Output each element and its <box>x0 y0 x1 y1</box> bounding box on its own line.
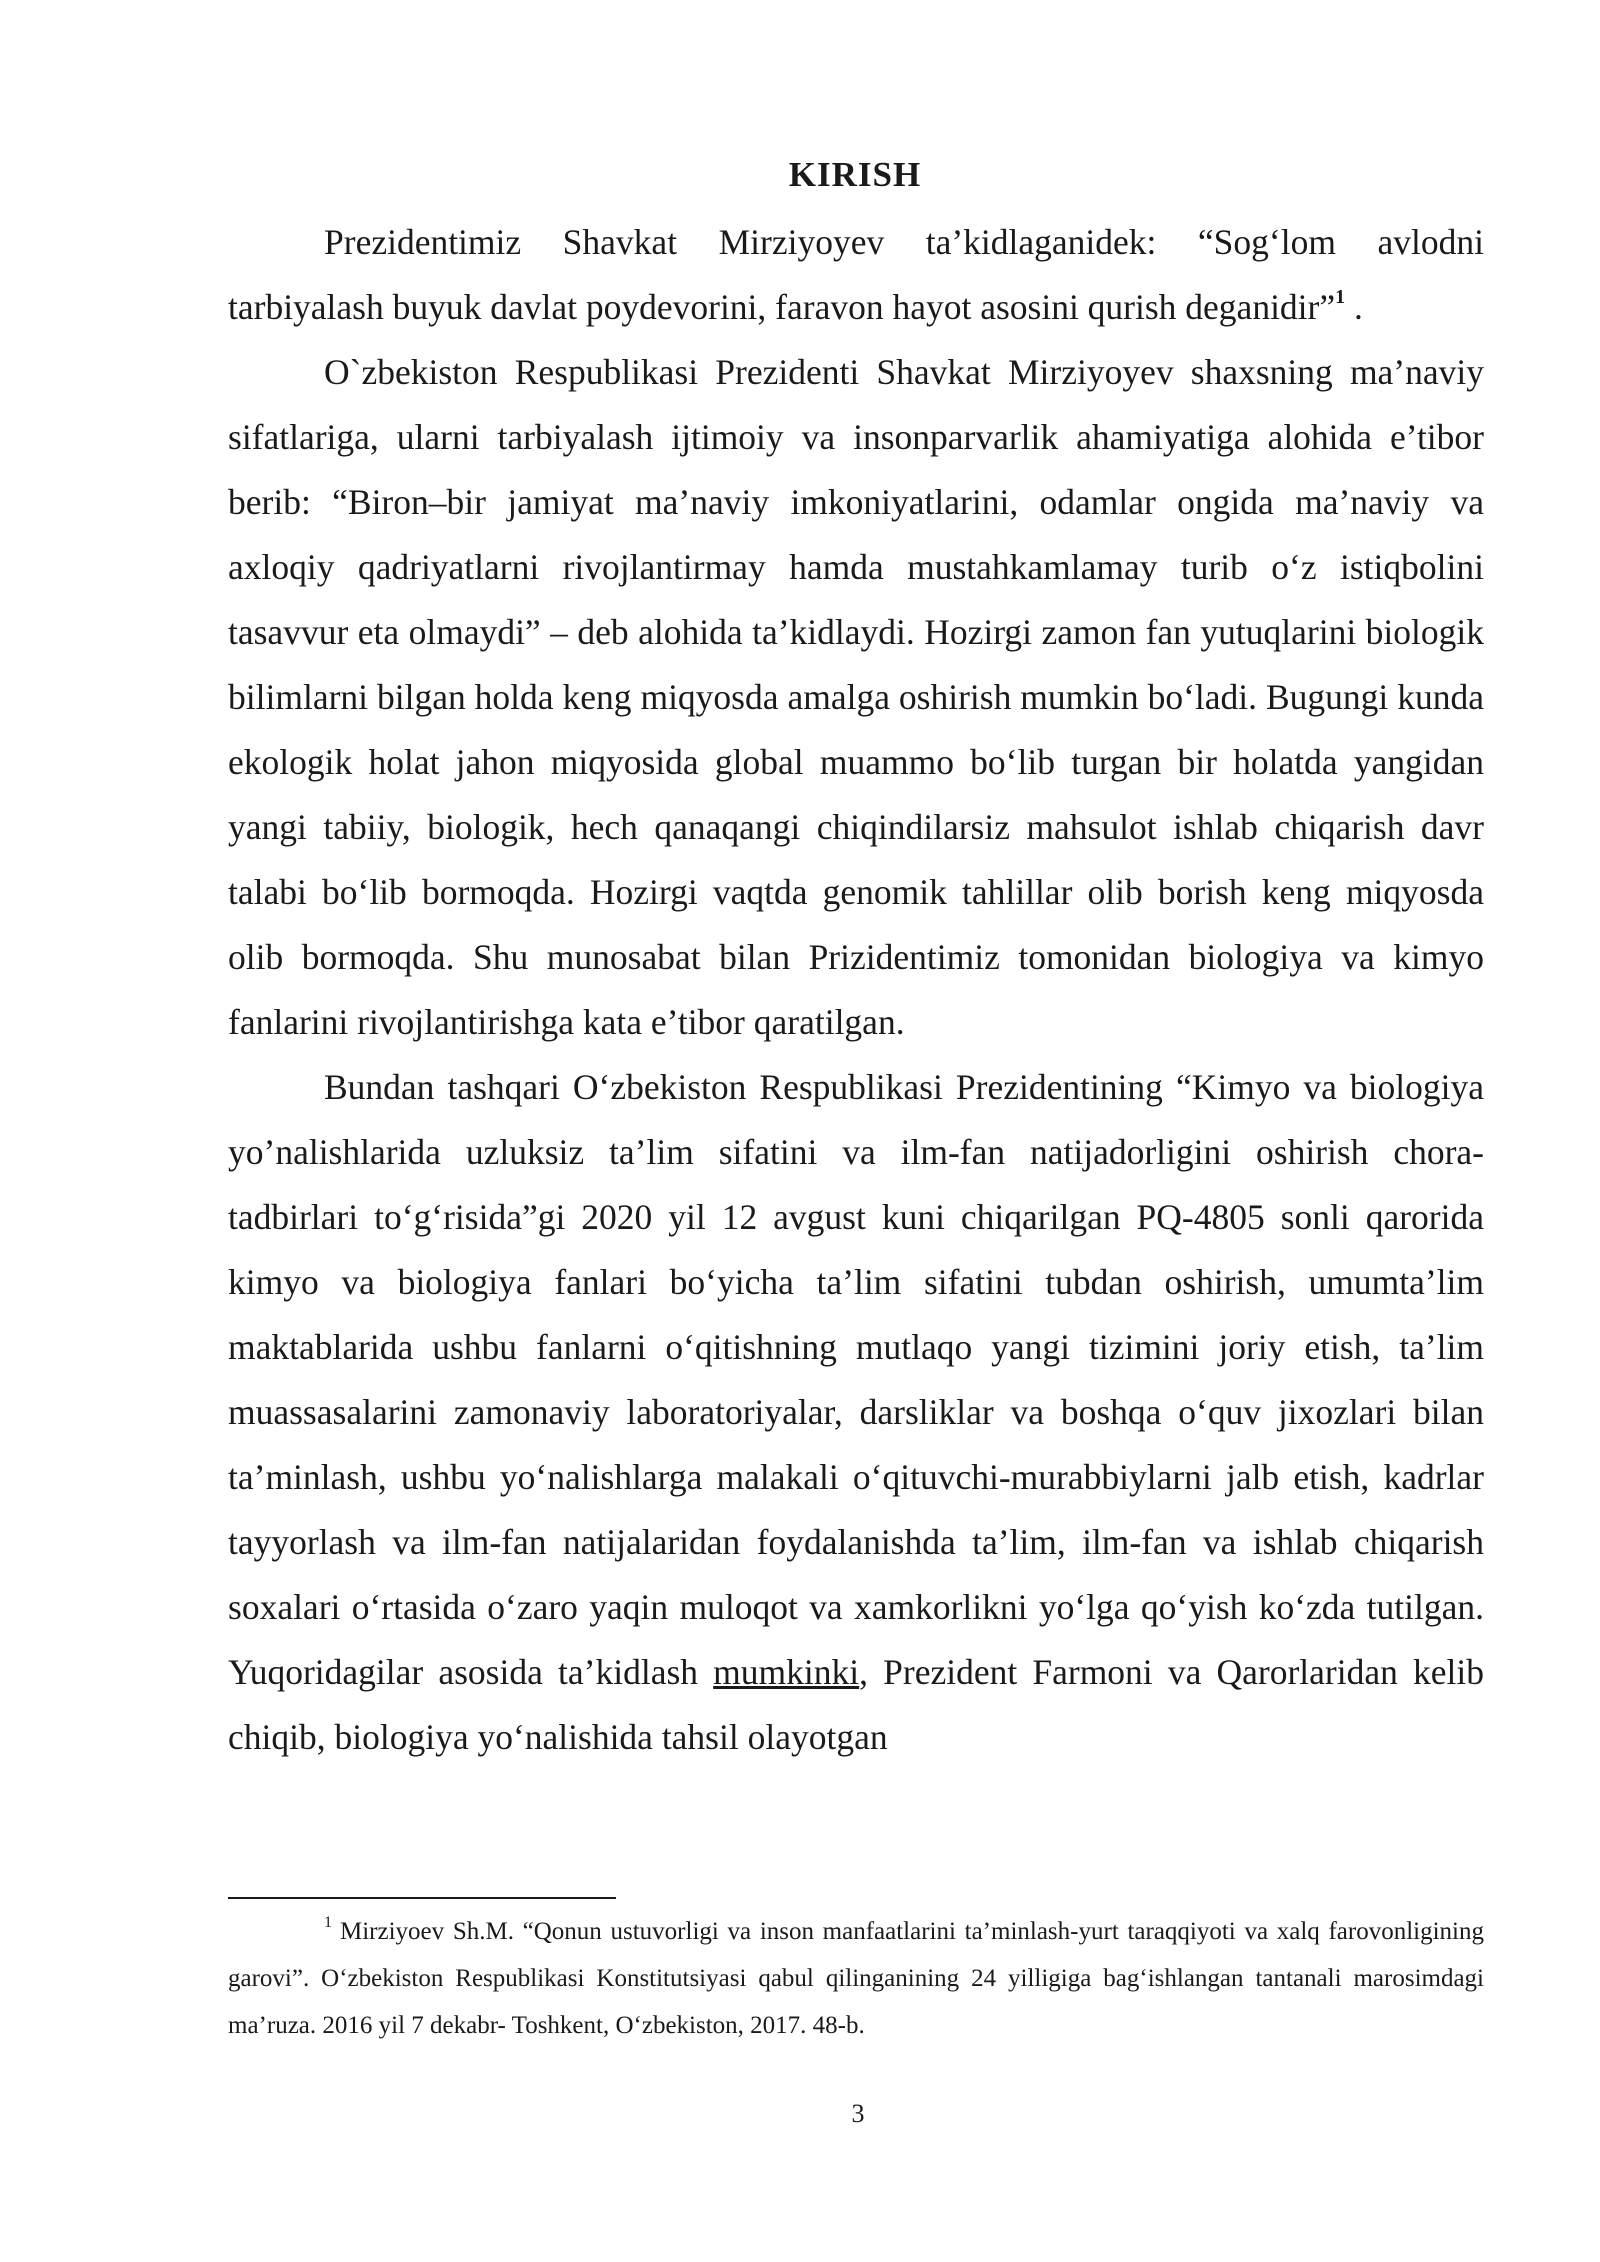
footnote-reference[interactable]: 1 <box>1335 286 1346 308</box>
paragraph-3 <box>228 1055 1484 1770</box>
footnote-number: 1 <box>324 1914 332 1931</box>
paragraph-1 <box>228 210 1484 340</box>
section-title: KIRISH <box>788 155 922 194</box>
body-text <box>228 210 1484 1770</box>
footnote-separator <box>228 1897 616 1899</box>
footnote <box>228 1908 1484 2049</box>
underlined-word: mumkinki <box>713 1652 860 1692</box>
paragraph-3-text-after: , Prezident Farmoni va Qarorlaridan kelib chiqib, biologiya yo‘nalishida tahsil olayotgan <box>228 1652 1484 1757</box>
paragraph-1-text: Prezidentimiz Shavkat Mirziyoyev ta’kidlaganidek: “Sog‘lom avlodni tarbiyalash buyuk davlat poydevorini, faravon hayot asosini qurish deganidir” <box>228 222 1484 327</box>
page-number: 3 <box>851 2099 865 2128</box>
footnote-text: Mirziyoev Sh.M. “Qonun ustuvorligi va inson manfaatlarini ta’minlash-yurt taraqqiyoti va xalq farovonligining garovi”. O‘zbekiston Respublikasi Konstitutsiyasi qabul qilinganining 24 yilligiga bag‘ishlangan tantanali marosimdagi ma’ruza. 2016 yil 7 dekabr- Toshkent, O‘zbekiston, 2017. 48-b. <box>228 1918 1484 2039</box>
paragraph-1-tail: . <box>1345 287 1363 327</box>
footnote-paragraph <box>228 1908 1484 2049</box>
paragraph-3-text-before: Bundan tashqari O‘zbekiston Respublikasi Prezidentining “Kimyo va biologiya yo’nalishlarida uzluksiz ta’lim sifatini va ilm-fan natijadorligini oshirish chora-tadbirlari to‘g‘risida”gi 2020 yil 12 avgust kuni chiqarilgan PQ-4805 sonli qarorida kimyo va biologiya fanlari bo‘yicha ta’lim sifatini tubdan oshirish, umumta’lim maktablarida ushbu fanlarni o‘qitishning mutlaqo yangi tizimini joriy etish, ta’lim muassasalarini zamonaviy laboratoriyalar, darsliklar va boshqa o‘quv jixozlari bilan ta’minlash, ushbu yo‘nalishlarga malakali o‘qituvchi-murabbiylarni jalb etish, kadrlar tayyorlash va ilm-fan natijalaridan foydalanishda ta’lim, ilm-fan va ishlab chiqarish soxalari o‘rtasida o‘zaro yaqin muloqot va xamkorlikni yo‘lga qo‘yish ko‘zda tutilgan. Yuqoridagilar asosida ta’kidlash <box>228 1067 1484 1692</box>
paragraph-2: O`zbekiston Respublikasi Prezidenti Shavkat Mirziyoyev shaxsning ma’naviy sifatlariga, ularni tarbiyalash ijtimoiy va insonparvarlik ahamiyatiga alohida e’tibor berib: “Biron–bir jamiyat ma’naviy imkoniyatlarini, odamlar ongida ma’naviy va axloqiy qadriyatlarni rivojlantirmay hamda mustahkamlamay turib o‘z istiqbolini tasavvur eta olmaydi” – deb alohida ta’kidlaydi. Hozirgi zamon fan yutuqlarini biologik bilimlarni bilgan holda keng miqyosda amalga oshirish mumkin bo‘ladi. Bugungi kunda ekologik holat jahon miqyosida global muammo bo‘lib turgan bir holatda yangidan yangi tabiiy, biologik, hech qanaqangi chiqindilarsiz mahsulot ishlab chiqarish davr talabi bo‘lib bormoqda. Hozirgi vaqtda genomik tahlillar olib borish keng miqyosda olib bormoqda. Shu munosabat bilan Prizidentimiz tomonidan biologiya va kimyo fanlarini rivojlantirishga kata e’tibor qaratilgan. <box>228 352 1484 1042</box>
